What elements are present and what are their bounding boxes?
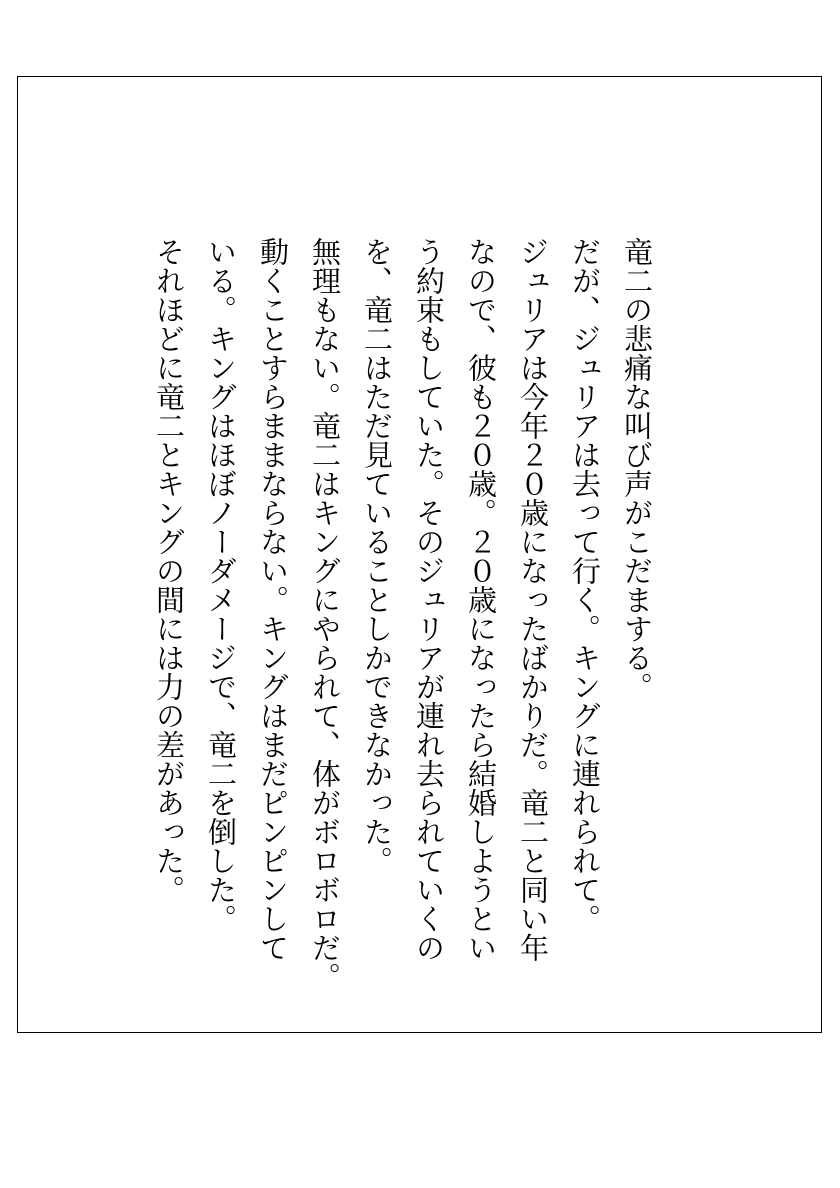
text-line: 無理もない。竜二はキングにやられて、体がボロボロだ。	[308, 237, 342, 991]
text-line: ジュリアは今年２０歳になったばかりだ。竜二と同い年	[516, 237, 550, 962]
text-line: う約束もしていた。そのジュリアが連れ去られていくの	[412, 237, 446, 962]
story-panel	[17, 76, 822, 1033]
text-line: 動くことすらままならない。キングはまだピンピンして	[256, 237, 290, 962]
text-line: いる。キングはほぼノーダメージで、竜二を倒した。	[204, 237, 238, 933]
vertical-text-block	[143, 237, 663, 997]
text-line: なので、彼も２０歳。２０歳になったら結婚しようとい	[464, 237, 498, 962]
text-line: 竜二の悲痛な叫び声がこだまする。	[620, 237, 654, 701]
text-line: を、竜二はただ見ていることしかできなかった。	[360, 237, 394, 875]
text-line: それほどに竜二とキングの間には力の差があった。	[152, 237, 186, 904]
text-line: だが、ジュリアは去って行く。キングに連れられて。	[568, 237, 602, 933]
